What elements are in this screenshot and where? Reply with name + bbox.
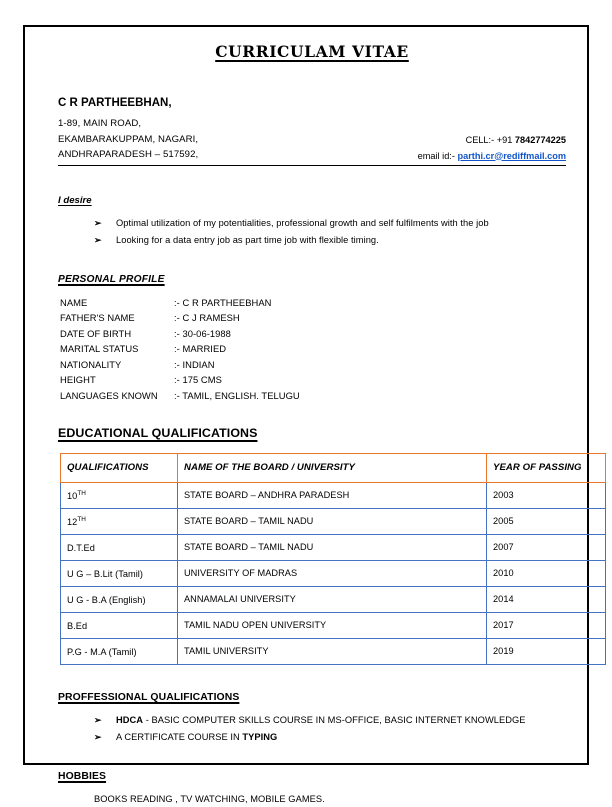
cell-board: STATE BOARD – ANDHRA PARADESH <box>178 482 487 508</box>
arrow-bullet-icon: ➢ <box>94 731 102 742</box>
hobbies-heading: HOBBIES <box>58 770 107 782</box>
objective-list <box>58 215 566 249</box>
profile-value: :- C R PARTHEEBHAN <box>174 296 272 308</box>
profile-value: :- 175 CMS <box>174 374 222 386</box>
profile-value: :- TAMIL, ENGLISH. TELUGU <box>174 390 300 402</box>
cell-qualification <box>61 638 178 664</box>
profile-value: :- C J RAMESH <box>174 312 240 324</box>
table-row <box>61 560 606 586</box>
list-item <box>94 712 566 729</box>
cell-year: 2003 <box>487 482 606 508</box>
profile-row <box>60 357 566 373</box>
profile-label: MARITAL STATUS <box>60 343 139 355</box>
qualification-text: P.G - M.A (Tamil) <box>67 646 137 657</box>
profile-row <box>60 310 566 326</box>
cell-qualification <box>61 560 178 586</box>
phone-row <box>418 133 566 149</box>
education-table <box>60 453 606 665</box>
profile-label: HEIGHT <box>60 374 96 386</box>
cell-qualification <box>61 612 178 638</box>
objective-heading: I desire <box>58 194 92 206</box>
profile-value: :- INDIAN <box>174 358 215 370</box>
profile-row <box>60 372 566 388</box>
profile-label: LANGUAGES KNOWN <box>60 390 158 402</box>
profile-label: FATHER'S NAME <box>60 312 135 324</box>
objective-section <box>58 190 566 249</box>
education-heading: EDUCATIONAL QUALIFICATIONS <box>58 425 258 440</box>
table-row <box>61 638 606 664</box>
qualification-text: U G - B.A (English) <box>67 594 146 605</box>
column-header-qualifications: QUALIFICATIONS <box>61 453 178 482</box>
cell-year: 2007 <box>487 534 606 560</box>
personal-profile-list <box>58 295 566 404</box>
phone-number: 7842774225 <box>514 135 566 145</box>
table-row <box>61 508 606 534</box>
cell-year: 2005 <box>487 508 606 534</box>
professional-qualifications-list <box>58 712 566 746</box>
profile-row <box>60 388 566 404</box>
hobbies-section <box>58 766 566 807</box>
address-line-3: ANDHRAPARADESH – 517592, <box>58 149 199 160</box>
qualification-text: 12 <box>67 516 78 527</box>
professional-item-lead: HDCA <box>116 714 144 725</box>
contact-details <box>418 133 566 164</box>
cell-qualification <box>61 534 178 560</box>
qualification-text: 10 <box>67 490 78 501</box>
profile-row <box>60 341 566 357</box>
education-table-header <box>61 453 606 482</box>
qualification-superscript: TH <box>77 489 86 497</box>
personal-profile-section <box>58 269 566 404</box>
cell-board: STATE BOARD – TAMIL NADU <box>178 534 487 560</box>
cell-year: 2017 <box>487 612 606 638</box>
professional-item-text: - BASIC COMPUTER SKILLS COURSE IN MS-OFFICE, BASIC INTERNET KNOWLEDGE <box>143 714 526 725</box>
professional-item-text: A CERTIFICATE COURSE IN <box>116 731 243 742</box>
phone-label: CELL:- <box>465 135 495 145</box>
profile-row <box>60 326 566 342</box>
column-header-year: YEAR OF PASSING <box>487 453 606 482</box>
qualification-superscript: TH <box>77 515 86 523</box>
table-header-row <box>61 453 606 482</box>
cell-board: TAMIL UNIVERSITY <box>178 638 487 664</box>
education-section <box>58 424 582 665</box>
candidate-name: C R PARTHEEBHAN, <box>58 97 172 109</box>
address-line-1: 1-89, MAIN ROAD, <box>58 118 142 129</box>
table-row <box>61 612 606 638</box>
profile-label: NATIONALITY <box>60 358 122 370</box>
profile-label: NAME <box>60 296 88 308</box>
cell-board: UNIVERSITY OF MADRAS <box>178 560 487 586</box>
column-header-board: NAME OF THE BOARD / UNIVERSITY <box>178 453 487 482</box>
qualification-text: D.T.Ed <box>67 542 95 553</box>
professional-qualifications-section <box>58 687 566 746</box>
cell-year: 2010 <box>487 560 606 586</box>
address-line-2: EKAMBARAKUPPAM, NAGARI, <box>58 133 199 145</box>
list-item <box>94 215 566 232</box>
table-row <box>61 586 606 612</box>
phone-prefix: +91 <box>496 135 513 145</box>
qualification-text: U G – B.Lit (Tamil) <box>67 568 143 579</box>
hobbies-text: BOOKS READING , TV WATCHING, MOBILE GAMES. <box>94 793 325 804</box>
table-row <box>61 534 606 560</box>
list-item <box>94 232 566 249</box>
table-row <box>61 482 606 508</box>
professional-item-tail: TYPING <box>242 731 278 742</box>
profile-row <box>60 295 566 311</box>
candidate-header-block <box>58 95 566 166</box>
cell-qualification <box>61 586 178 612</box>
arrow-bullet-icon: ➢ <box>94 234 102 245</box>
profile-value: :- MARRIED <box>174 343 227 355</box>
cell-board: ANNAMALAI UNIVERSITY <box>178 586 487 612</box>
education-table-body <box>61 482 606 664</box>
cell-board: TAMIL NADU OPEN UNIVERSITY <box>178 612 487 638</box>
professional-qualifications-heading: PROFFESSIONAL QUALIFICATIONS <box>58 691 240 703</box>
email-row <box>418 149 566 165</box>
cell-board: STATE BOARD – TAMIL NADU <box>178 508 487 534</box>
email-link[interactable]: parthi.cr@rediffmail.com <box>457 150 566 161</box>
personal-profile-heading: PERSONAL PROFILE <box>58 273 165 285</box>
list-item <box>94 729 566 746</box>
cell-year: 2019 <box>487 638 606 664</box>
arrow-bullet-icon: ➢ <box>94 714 102 725</box>
document-title: CURRICULAM VITAE <box>215 42 409 61</box>
cell-qualification <box>61 508 178 534</box>
email-label: email id:- <box>417 150 455 161</box>
cell-year: 2014 <box>487 586 606 612</box>
profile-label: DATE OF BIRTH <box>60 327 132 339</box>
qualification-text: B.Ed <box>67 620 88 631</box>
document-content <box>58 42 582 807</box>
objective-item-text: Looking for a data entry job as part time job with flexible timing. <box>116 234 379 245</box>
cell-qualification <box>61 482 178 508</box>
profile-value: :- 30-06-1988 <box>174 327 231 339</box>
arrow-bullet-icon: ➢ <box>94 217 102 228</box>
objective-item-text: Optimal utilization of my potentialities, professional growth and self fulfilments with the job <box>116 217 489 228</box>
